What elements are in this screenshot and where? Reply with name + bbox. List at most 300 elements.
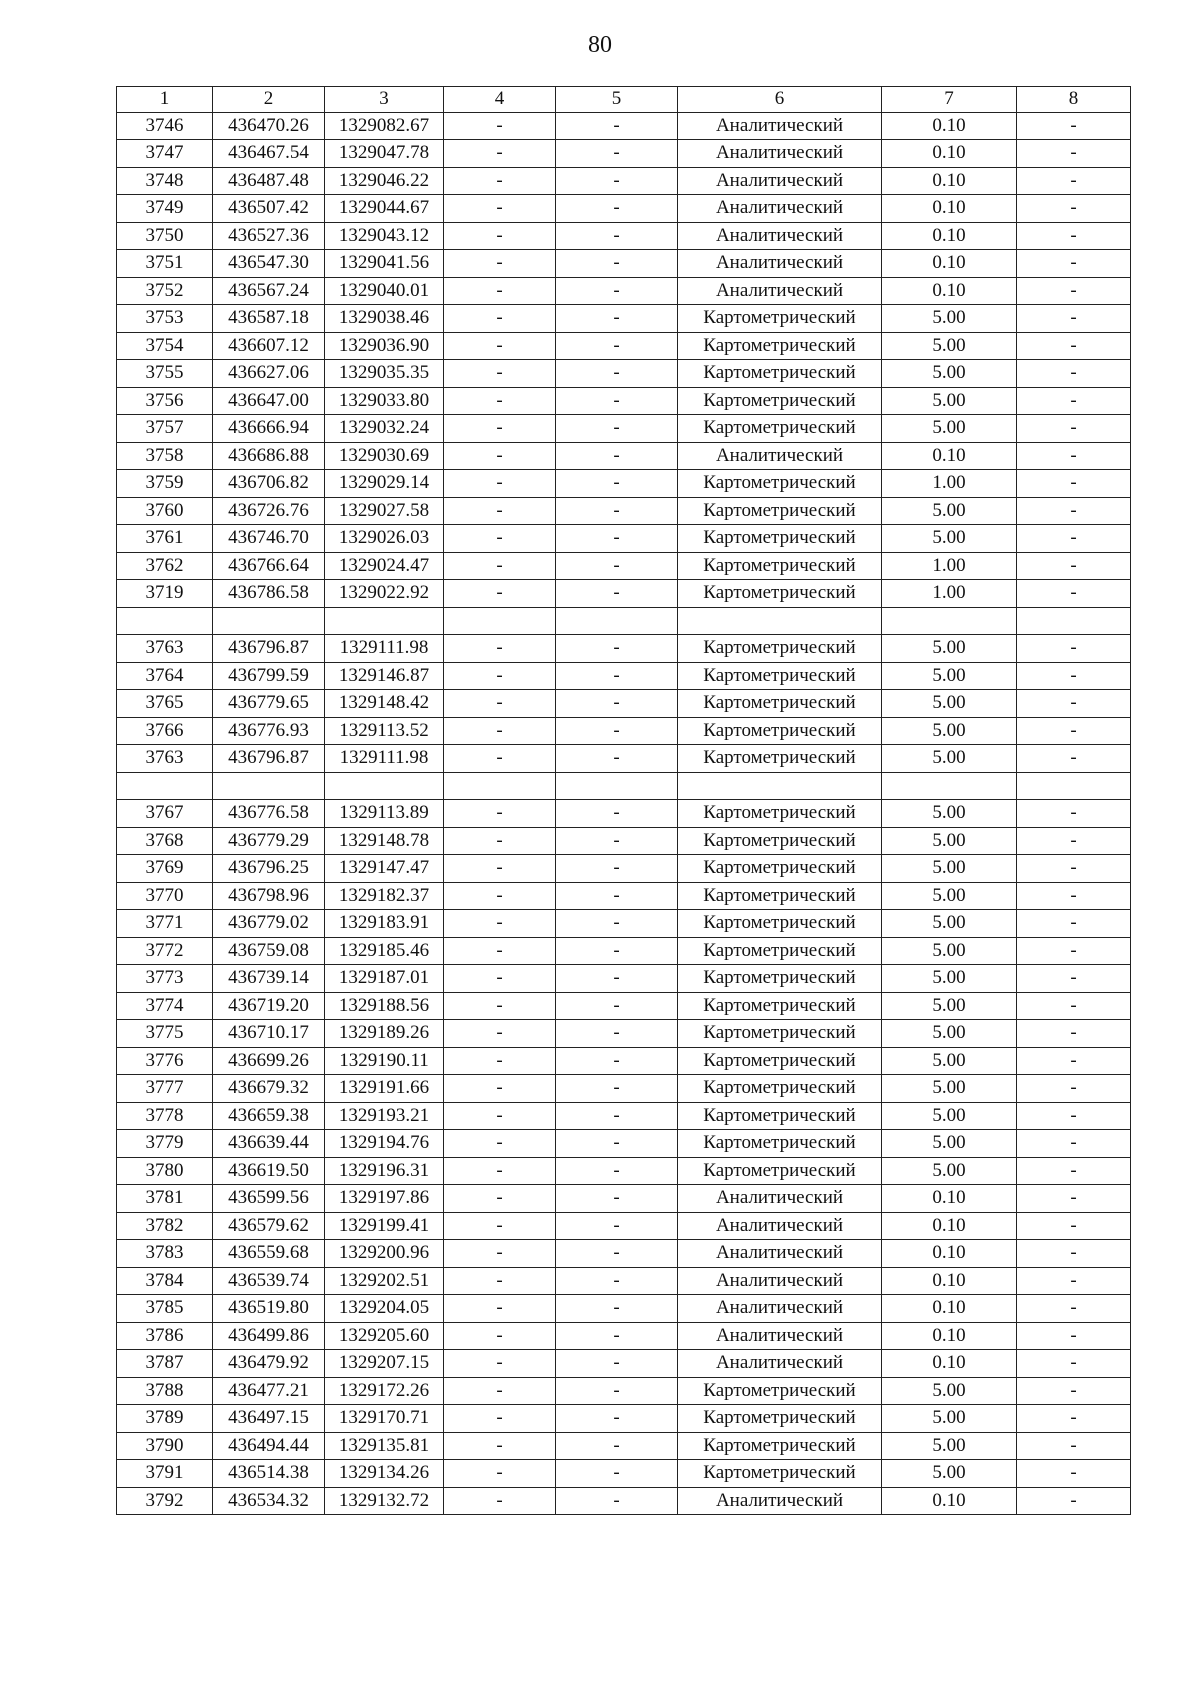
table-cell: - — [1017, 1047, 1131, 1075]
table-cell: 436779.02 — [213, 910, 325, 938]
table-row — [117, 525, 1131, 553]
empty-cell — [117, 772, 213, 800]
table-cell: 5.00 — [882, 1432, 1017, 1460]
table-cell: 1329182.37 — [325, 882, 444, 910]
table-cell: 436686.88 — [213, 442, 325, 470]
table-cell: Аналитический — [678, 112, 882, 140]
table-cell: - — [444, 1020, 556, 1048]
table-cell: 1329196.31 — [325, 1157, 444, 1185]
table-cell: - — [444, 910, 556, 938]
table-cell: - — [1017, 690, 1131, 718]
table-cell: 436798.96 — [213, 882, 325, 910]
table-cell: Картометрический — [678, 525, 882, 553]
table-cell: - — [444, 305, 556, 333]
table-cell: Аналитический — [678, 1267, 882, 1295]
table-cell: 436796.87 — [213, 745, 325, 773]
table-cell: 1329113.89 — [325, 800, 444, 828]
table-cell: 3763 — [117, 635, 213, 663]
separator-row — [117, 772, 1131, 800]
table-cell: - — [444, 1377, 556, 1405]
table-row — [117, 635, 1131, 663]
table-cell: 5.00 — [882, 305, 1017, 333]
table-cell: 3783 — [117, 1240, 213, 1268]
table-cell: 5.00 — [882, 937, 1017, 965]
table-cell: Картометрический — [678, 470, 882, 498]
empty-cell — [1017, 772, 1131, 800]
table-row — [117, 1405, 1131, 1433]
table-cell: - — [1017, 800, 1131, 828]
table-row — [117, 937, 1131, 965]
table-cell: Аналитический — [678, 167, 882, 195]
table-cell: 3770 — [117, 882, 213, 910]
table-cell: 1329199.41 — [325, 1212, 444, 1240]
table-cell: - — [556, 1350, 678, 1378]
table-cell: 5.00 — [882, 992, 1017, 1020]
table-cell: - — [444, 277, 556, 305]
table-cell: 1329205.60 — [325, 1322, 444, 1350]
table-cell: 0.10 — [882, 222, 1017, 250]
empty-cell — [556, 607, 678, 635]
table-cell: - — [556, 1322, 678, 1350]
table-cell: 1329035.35 — [325, 360, 444, 388]
table-cell: - — [444, 1075, 556, 1103]
table-cell: 1329022.92 — [325, 580, 444, 608]
table-cell: - — [444, 497, 556, 525]
table-cell: - — [556, 497, 678, 525]
table-cell: 5.00 — [882, 1130, 1017, 1158]
table-cell: 3748 — [117, 167, 213, 195]
table-body — [117, 112, 1131, 1515]
table-cell: - — [1017, 167, 1131, 195]
table-row — [117, 1350, 1131, 1378]
table-cell: - — [444, 442, 556, 470]
table-cell: 1329027.58 — [325, 497, 444, 525]
table-cell: - — [444, 992, 556, 1020]
table-cell: 3757 — [117, 415, 213, 443]
table-cell: 5.00 — [882, 497, 1017, 525]
table-cell: Картометрический — [678, 387, 882, 415]
table-cell: 436467.54 — [213, 140, 325, 168]
table-cell: Картометрический — [678, 332, 882, 360]
table-cell: - — [1017, 827, 1131, 855]
table-cell: 1329111.98 — [325, 635, 444, 663]
table-cell: 3774 — [117, 992, 213, 1020]
table-row — [117, 580, 1131, 608]
table-cell: 3754 — [117, 332, 213, 360]
table-row — [117, 827, 1131, 855]
table-cell: - — [556, 745, 678, 773]
table-cell: 436499.86 — [213, 1322, 325, 1350]
table-cell: - — [1017, 580, 1131, 608]
table-cell: 3752 — [117, 277, 213, 305]
table-row — [117, 222, 1131, 250]
table-cell: - — [444, 1240, 556, 1268]
table-row — [117, 1020, 1131, 1048]
table-cell: 436514.38 — [213, 1460, 325, 1488]
table-cell: - — [556, 965, 678, 993]
table-cell: - — [1017, 1460, 1131, 1488]
coordinates-table — [116, 86, 1131, 1515]
table-cell: Картометрический — [678, 497, 882, 525]
table-cell: 3755 — [117, 360, 213, 388]
table-row — [117, 112, 1131, 140]
table-row — [117, 1295, 1131, 1323]
table-cell: 5.00 — [882, 1102, 1017, 1130]
table-cell: - — [1017, 1185, 1131, 1213]
table-row — [117, 470, 1131, 498]
table-cell: 3785 — [117, 1295, 213, 1323]
table-cell: 436779.65 — [213, 690, 325, 718]
table-cell: - — [444, 1130, 556, 1158]
table-cell: 3750 — [117, 222, 213, 250]
table-cell: - — [1017, 140, 1131, 168]
table-cell: - — [444, 140, 556, 168]
table-cell: - — [556, 1047, 678, 1075]
table-cell: 436494.44 — [213, 1432, 325, 1460]
table-cell: 1329197.86 — [325, 1185, 444, 1213]
table-cell: 1329191.66 — [325, 1075, 444, 1103]
table-cell: 3761 — [117, 525, 213, 553]
table-cell: 436779.29 — [213, 827, 325, 855]
table-cell: 436666.94 — [213, 415, 325, 443]
table-cell: 436659.38 — [213, 1102, 325, 1130]
table-cell: - — [556, 855, 678, 883]
table-cell: 1329200.96 — [325, 1240, 444, 1268]
table-cell: 436796.25 — [213, 855, 325, 883]
table-cell: 5.00 — [882, 1047, 1017, 1075]
table-cell: 1329036.90 — [325, 332, 444, 360]
table-cell: - — [444, 827, 556, 855]
table-cell: 1329111.98 — [325, 745, 444, 773]
table-cell: - — [444, 1102, 556, 1130]
table-cell: 436539.74 — [213, 1267, 325, 1295]
table-cell: 0.10 — [882, 1487, 1017, 1515]
table-cell: 436799.59 — [213, 662, 325, 690]
table-cell: - — [444, 222, 556, 250]
table-cell: - — [444, 800, 556, 828]
table-cell: Картометрический — [678, 965, 882, 993]
table-cell: - — [444, 415, 556, 443]
table-cell: - — [444, 1295, 556, 1323]
table-cell: - — [556, 277, 678, 305]
table-cell: - — [1017, 1487, 1131, 1515]
table-cell: 1329185.46 — [325, 937, 444, 965]
table-cell: 3758 — [117, 442, 213, 470]
table-cell: - — [556, 305, 678, 333]
table-row — [117, 497, 1131, 525]
table-row — [117, 360, 1131, 388]
table-cell: 3771 — [117, 910, 213, 938]
table-cell: 5.00 — [882, 1020, 1017, 1048]
table-cell: 3775 — [117, 1020, 213, 1048]
table-cell: - — [1017, 910, 1131, 938]
table-cell: 5.00 — [882, 1377, 1017, 1405]
table-cell: 3773 — [117, 965, 213, 993]
table-cell: 436497.15 — [213, 1405, 325, 1433]
table-cell: 5.00 — [882, 827, 1017, 855]
table-cell: 436759.08 — [213, 937, 325, 965]
table-row — [117, 745, 1131, 773]
table-cell: - — [1017, 305, 1131, 333]
header-row — [117, 87, 1131, 113]
table-cell: 436607.12 — [213, 332, 325, 360]
table-cell: - — [444, 882, 556, 910]
table-cell: 3746 — [117, 112, 213, 140]
table-cell: 1329189.26 — [325, 1020, 444, 1048]
table-cell: Картометрический — [678, 1102, 882, 1130]
table-cell: 5.00 — [882, 690, 1017, 718]
table-cell: - — [1017, 552, 1131, 580]
table-cell: 436547.30 — [213, 250, 325, 278]
table-row — [117, 882, 1131, 910]
table-cell: Картометрический — [678, 800, 882, 828]
table-cell: - — [444, 937, 556, 965]
table-row — [117, 1047, 1131, 1075]
table-cell: - — [1017, 277, 1131, 305]
table-cell: - — [1017, 497, 1131, 525]
table-cell: 1329047.78 — [325, 140, 444, 168]
table-row — [117, 1130, 1131, 1158]
table-cell: 436527.36 — [213, 222, 325, 250]
table-cell: 1329044.67 — [325, 195, 444, 223]
table-cell: Аналитический — [678, 222, 882, 250]
table-cell: 0.10 — [882, 1212, 1017, 1240]
table-cell: Картометрический — [678, 1377, 882, 1405]
table-cell: Аналитический — [678, 277, 882, 305]
table-cell: 436487.48 — [213, 167, 325, 195]
table-cell: - — [556, 222, 678, 250]
table-cell: - — [1017, 1212, 1131, 1240]
table-cell: 3753 — [117, 305, 213, 333]
table-cell: - — [1017, 882, 1131, 910]
table-cell: 0.10 — [882, 1295, 1017, 1323]
table-row — [117, 305, 1131, 333]
table-cell: - — [556, 1405, 678, 1433]
header-cell: 4 — [444, 87, 556, 113]
table-cell: - — [444, 387, 556, 415]
table-cell: - — [1017, 222, 1131, 250]
table-cell: - — [556, 195, 678, 223]
empty-cell — [882, 607, 1017, 635]
table-cell: 436647.00 — [213, 387, 325, 415]
table-cell: - — [1017, 1432, 1131, 1460]
table-cell: - — [1017, 662, 1131, 690]
table-cell: - — [556, 415, 678, 443]
table-cell: Картометрический — [678, 662, 882, 690]
table-cell: - — [1017, 415, 1131, 443]
table-cell: 436477.21 — [213, 1377, 325, 1405]
table-cell: Картометрический — [678, 855, 882, 883]
table-cell: 1329207.15 — [325, 1350, 444, 1378]
table-cell: 5.00 — [882, 635, 1017, 663]
table-cell: 0.10 — [882, 442, 1017, 470]
table-cell: Картометрический — [678, 690, 882, 718]
empty-cell — [556, 772, 678, 800]
table-cell: 436534.32 — [213, 1487, 325, 1515]
empty-cell — [325, 772, 444, 800]
table-cell: 1329132.72 — [325, 1487, 444, 1515]
table-cell: 436587.18 — [213, 305, 325, 333]
table-cell: 436796.87 — [213, 635, 325, 663]
table-cell: - — [444, 332, 556, 360]
table-cell: - — [444, 112, 556, 140]
table-cell: - — [1017, 965, 1131, 993]
table-cell: 436470.26 — [213, 112, 325, 140]
table-cell: - — [556, 140, 678, 168]
table-cell: 1.00 — [882, 552, 1017, 580]
table-cell: - — [556, 552, 678, 580]
table-cell: - — [444, 690, 556, 718]
empty-cell — [678, 772, 882, 800]
table-cell: 1329183.91 — [325, 910, 444, 938]
table-row — [117, 1377, 1131, 1405]
table-cell: Картометрический — [678, 1460, 882, 1488]
table-cell: 1329043.12 — [325, 222, 444, 250]
table-cell: 0.10 — [882, 1185, 1017, 1213]
table-cell: Картометрический — [678, 635, 882, 663]
table-row — [117, 717, 1131, 745]
table-cell: - — [1017, 635, 1131, 663]
table-cell: Картометрический — [678, 552, 882, 580]
table-cell: - — [556, 1295, 678, 1323]
table-row — [117, 332, 1131, 360]
table-cell: - — [444, 1460, 556, 1488]
table-cell: 0.10 — [882, 1267, 1017, 1295]
table-row — [117, 167, 1131, 195]
table-cell: 1329194.76 — [325, 1130, 444, 1158]
table-row — [117, 442, 1131, 470]
table-cell: Аналитический — [678, 1212, 882, 1240]
table-cell: Картометрический — [678, 910, 882, 938]
table-cell: 3789 — [117, 1405, 213, 1433]
table-cell: 3749 — [117, 195, 213, 223]
empty-cell — [1017, 607, 1131, 635]
table-row — [117, 277, 1131, 305]
table-cell: 436739.14 — [213, 965, 325, 993]
table-cell: - — [444, 1432, 556, 1460]
table-row — [117, 1075, 1131, 1103]
table-cell: 436786.58 — [213, 580, 325, 608]
table-cell: 3776 — [117, 1047, 213, 1075]
table-cell: - — [556, 992, 678, 1020]
table-cell: 0.10 — [882, 277, 1017, 305]
table-cell: - — [1017, 855, 1131, 883]
table-cell: 1329040.01 — [325, 277, 444, 305]
table-cell: - — [1017, 525, 1131, 553]
table-cell: 1329029.14 — [325, 470, 444, 498]
table-cell: Картометрический — [678, 1130, 882, 1158]
table-cell: - — [556, 1377, 678, 1405]
table-cell: - — [444, 1487, 556, 1515]
table-cell: - — [444, 1185, 556, 1213]
table-cell: - — [1017, 360, 1131, 388]
table-cell: 1329033.80 — [325, 387, 444, 415]
table-row — [117, 1102, 1131, 1130]
table-cell: 3788 — [117, 1377, 213, 1405]
table-row — [117, 800, 1131, 828]
table-cell: 5.00 — [882, 1460, 1017, 1488]
table-cell: - — [1017, 442, 1131, 470]
table-cell: - — [444, 965, 556, 993]
table-cell: - — [556, 470, 678, 498]
table-cell: 3781 — [117, 1185, 213, 1213]
table-cell: - — [444, 470, 556, 498]
table-cell: 3765 — [117, 690, 213, 718]
table-cell: - — [444, 1322, 556, 1350]
table-cell: 0.10 — [882, 1350, 1017, 1378]
table-cell: - — [556, 360, 678, 388]
table-cell: 1329148.42 — [325, 690, 444, 718]
table-cell: - — [1017, 992, 1131, 1020]
table-row — [117, 910, 1131, 938]
table-cell: 436507.42 — [213, 195, 325, 223]
table-row — [117, 195, 1131, 223]
table-cell: - — [556, 1487, 678, 1515]
table-cell: 1329188.56 — [325, 992, 444, 1020]
table-row — [117, 855, 1131, 883]
table-cell: Картометрический — [678, 580, 882, 608]
table-cell: - — [1017, 1267, 1131, 1295]
table-cell: - — [1017, 1020, 1131, 1048]
table-cell: - — [556, 635, 678, 663]
table-cell: 436599.56 — [213, 1185, 325, 1213]
table-cell: 5.00 — [882, 745, 1017, 773]
table-row — [117, 1322, 1131, 1350]
table-cell: 3759 — [117, 470, 213, 498]
table-cell: - — [1017, 1102, 1131, 1130]
table-cell: Картометрический — [678, 1432, 882, 1460]
table-cell: - — [556, 1212, 678, 1240]
table-cell: 0.10 — [882, 250, 1017, 278]
table-cell: 436579.62 — [213, 1212, 325, 1240]
table-cell: 3780 — [117, 1157, 213, 1185]
table-row — [117, 992, 1131, 1020]
table-cell: - — [556, 1460, 678, 1488]
table-row — [117, 1432, 1131, 1460]
table-cell: 5.00 — [882, 1075, 1017, 1103]
table-cell: - — [556, 662, 678, 690]
table-row — [117, 690, 1131, 718]
table-cell: 436567.24 — [213, 277, 325, 305]
table-cell: 1329030.69 — [325, 442, 444, 470]
table-cell: - — [444, 662, 556, 690]
header-cell: 7 — [882, 87, 1017, 113]
table-row — [117, 662, 1131, 690]
table-cell: 3767 — [117, 800, 213, 828]
table-cell: 1329193.21 — [325, 1102, 444, 1130]
table-cell: - — [444, 635, 556, 663]
table-cell: - — [444, 1350, 556, 1378]
table-cell: 5.00 — [882, 855, 1017, 883]
table-cell: 3762 — [117, 552, 213, 580]
table-cell: - — [1017, 195, 1131, 223]
table-cell: 3777 — [117, 1075, 213, 1103]
table-cell: 1329147.47 — [325, 855, 444, 883]
table-cell: - — [1017, 745, 1131, 773]
table-cell: - — [556, 1075, 678, 1103]
table-cell: - — [556, 1185, 678, 1213]
table-row — [117, 965, 1131, 993]
table-cell: 3792 — [117, 1487, 213, 1515]
table-cell: - — [1017, 1405, 1131, 1433]
table-cell: - — [556, 800, 678, 828]
table-row — [117, 415, 1131, 443]
table-cell: Картометрический — [678, 717, 882, 745]
table-cell: 3766 — [117, 717, 213, 745]
separator-row — [117, 607, 1131, 635]
header-cell: 6 — [678, 87, 882, 113]
table-cell: 1.00 — [882, 470, 1017, 498]
